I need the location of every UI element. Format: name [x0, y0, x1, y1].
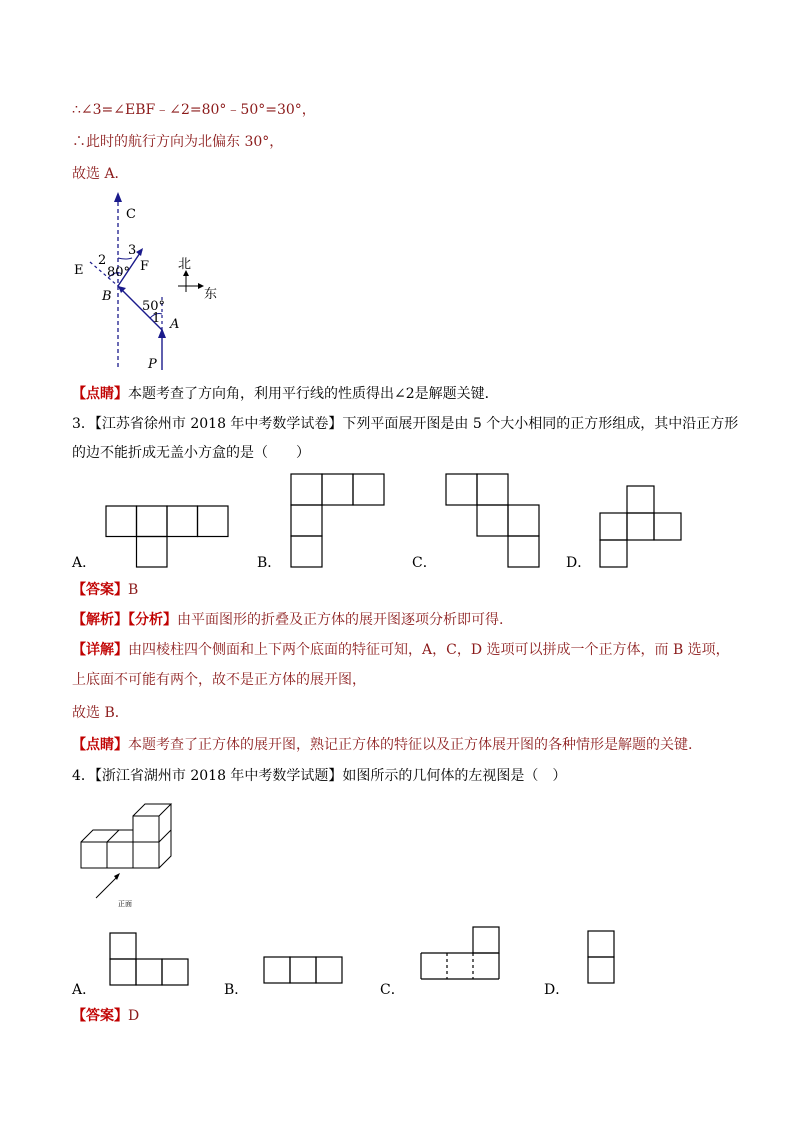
label-80-degrees: 80° — [107, 265, 131, 280]
answer-4-value: D — [128, 1008, 140, 1024]
compass-north-label: 北 — [178, 257, 192, 272]
arrow-head-c — [114, 192, 122, 202]
q4-option-a: A． — [72, 982, 97, 998]
jiexi-tag: 【解析】 — [72, 612, 128, 628]
question-4-line: 4．【浙江省湖州市 2018 年中考数学试题】如图所示的几何体的左视图是（ ） — [72, 768, 567, 784]
q3-option-d: D． — [566, 555, 592, 571]
fenxi-tag: 【分析】 — [128, 612, 177, 628]
label-angle-3: 3 — [128, 243, 137, 258]
q3-option-c: C． — [412, 555, 437, 571]
q4-option-b-figure — [263, 956, 345, 986]
answer-3 — [72, 580, 138, 600]
solid-caption: 正面 — [118, 900, 132, 908]
dianjing-text: 本题考查了方向角，利用平行线的性质得出∠2是解题关键． — [128, 386, 499, 402]
answer-4-tag: 【答案】 — [72, 1008, 128, 1024]
q3-net-b — [290, 473, 390, 569]
q4-option-b: B． — [224, 982, 249, 998]
xiangjie-tag: 【详解】 — [72, 642, 128, 658]
question-3-line-1: 3．【江苏省徐州市 2018 年中考数学试卷】下列平面展开图是由 5 个大小相同的正方形组成，其中沿正方形 — [72, 416, 739, 432]
answer-4 — [72, 1006, 139, 1026]
q3-net-a — [105, 505, 235, 569]
label-f: F — [140, 259, 150, 274]
q4-option-c-figure — [420, 926, 502, 982]
dianjing-tag: 【点睛】 — [72, 386, 128, 402]
analysis-line — [72, 610, 503, 630]
dianjing-line-2 — [72, 735, 692, 755]
detail-line-1 — [72, 640, 730, 660]
q4-option-d: D． — [544, 982, 570, 998]
angle-arc-3 — [118, 258, 132, 259]
dianjing-2-tag: 【点睛】 — [72, 737, 128, 753]
label-angle-2: 2 — [98, 253, 107, 268]
direction-diagram — [70, 190, 250, 380]
q3-net-c — [445, 473, 545, 569]
q4-option-a-figure — [109, 932, 193, 988]
label-angle-1: 1 — [152, 311, 161, 326]
label-b: B — [102, 289, 112, 304]
detail-line-2: 上底面不可能有两个，故不是正方体的展开图， — [72, 672, 366, 688]
solution-line-2: ∴此时的航行方向为北偏东 30°， — [72, 134, 284, 150]
label-50-degrees: 50° — [142, 299, 166, 314]
choose-b-line: 故选 B． — [72, 705, 129, 721]
dianjing-line-1 — [72, 384, 499, 404]
xiangjie-text-1: 由四棱柱四个侧面和上下两个底面的特征可知，A，C，D 选项可以拼成一个正方体，而 B 选项， — [128, 642, 730, 658]
question-3-line-2: 的边不能折成无盖小方盒的是（ ） — [72, 445, 310, 461]
answer-3-tag: 【答案】 — [72, 582, 128, 598]
label-p: P — [148, 357, 157, 372]
label-e: E — [74, 263, 84, 278]
compass-east-label: 东 — [204, 287, 218, 302]
q3-option-a: A． — [72, 555, 97, 571]
answer-3-value: B — [128, 582, 139, 598]
label-c: C — [126, 207, 136, 222]
dianjing-2-text: 本题考查了正方体的展开图，熟记正方体的特征以及正方体展开图的各种情形是解题的关键. — [128, 737, 693, 753]
fenxi-text: 由平面图形的折叠及正方体的展开图逐项分析即可得. — [177, 612, 504, 628]
q3-net-d — [599, 485, 689, 569]
solution-line-1: ∴∠3=∠EBF﹣∠2=80°﹣50°=30°， — [72, 102, 316, 118]
q4-option-d-figure — [587, 930, 617, 986]
q4-option-c: C． — [380, 982, 405, 998]
label-a: A — [170, 317, 180, 332]
q3-option-b: B． — [257, 555, 282, 571]
solution-line-3: 故选 A． — [72, 166, 129, 182]
q4-solid-figure — [78, 798, 188, 910]
